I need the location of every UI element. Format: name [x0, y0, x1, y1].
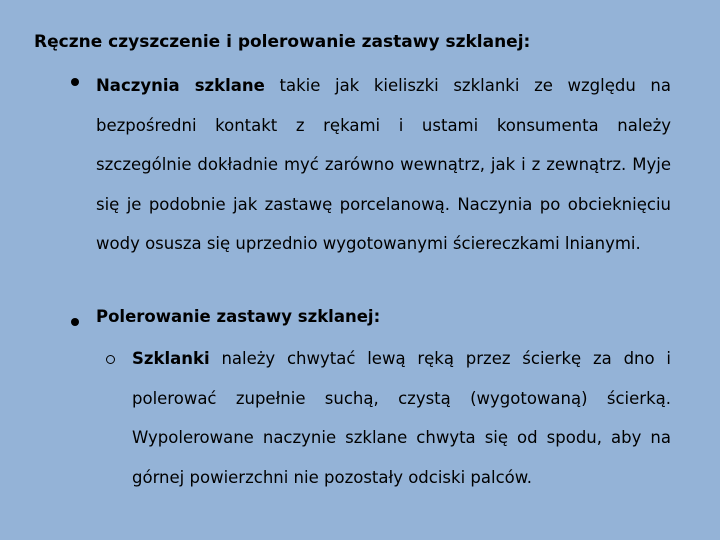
bullet-item-glassware	[96, 66, 671, 264]
bullet-dot-icon	[71, 318, 79, 326]
sub-bullet-circle-icon	[106, 355, 115, 364]
bullet-item-text: takie jak kieliszki szklanki ze względu na bezpośredni kontakt z rękami i ustami konsumenta należy szczególnie dokładnie myć zarówno wewnątrz, jak i z zewnątrz. Myje się je podobnie jak zastawę porcelanową. Naczynia po obcieknięciu wody osusza się uprzednio wygotowanymi ściereczkami lnianymi.	[96, 76, 671, 253]
sub-bullet-item-bold: Szklanki	[132, 349, 210, 368]
bullet-item-polishing-heading: Polerowanie zastawy szklanej:	[96, 307, 381, 326]
sub-bullet-item-text: należy chwytać lewą ręką przez ścierkę za dno i polerować zupełnie suchą, czystą (wygotowaną) ścierką. Wypolerowane naczynie szklane chwyta się od spodu, aby na górnej powierzchni nie pozostały odciski palców.	[132, 349, 671, 487]
slide-title: Ręczne czyszczenie i polerowanie zastawy szklanej:	[34, 32, 531, 52]
bullet-item-bold: Naczynia szklane	[96, 76, 265, 95]
sub-bullet-item-glasses	[132, 339, 671, 497]
bullet-dot-icon	[71, 78, 79, 86]
